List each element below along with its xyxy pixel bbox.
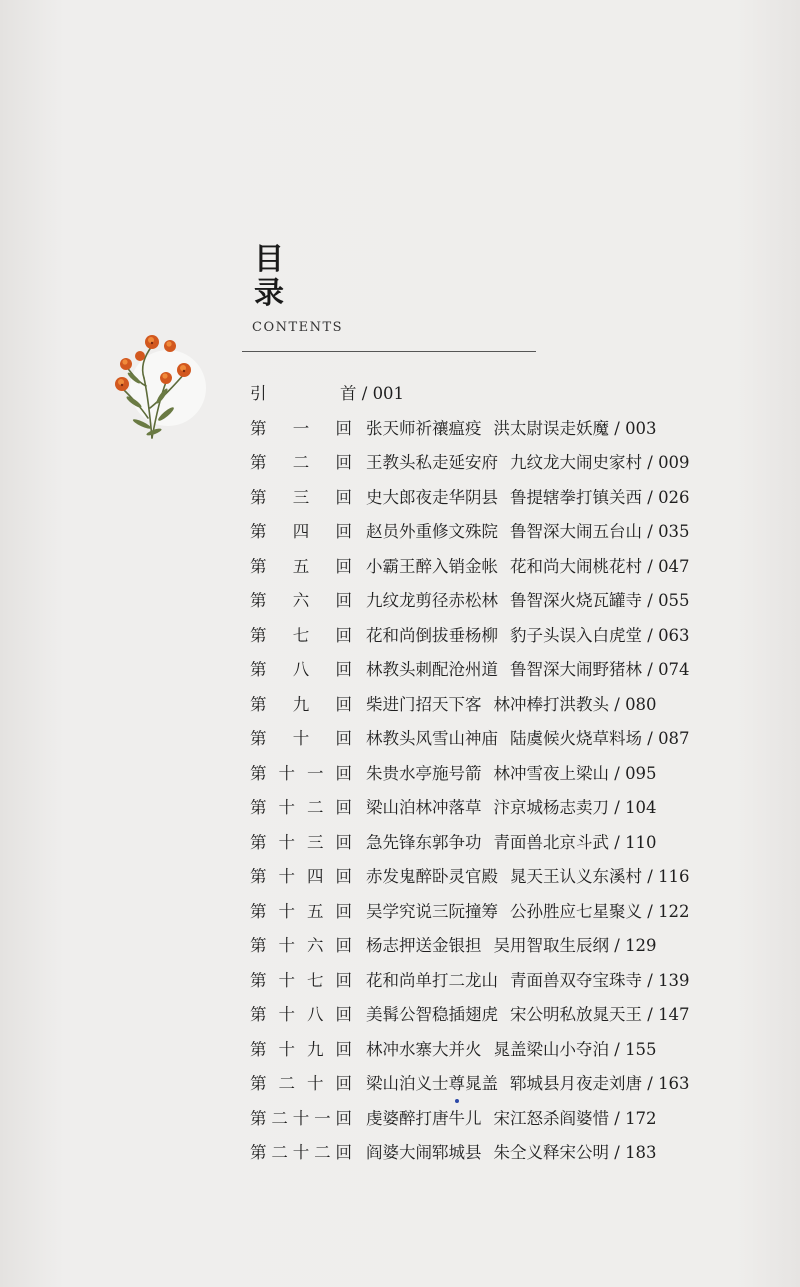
chapter-number: 第八回 xyxy=(250,660,352,679)
chapter-title-second: 宋公明私放晁天王 xyxy=(510,1005,642,1024)
chapter-title-first: 小霸王醉入销金帐 xyxy=(366,556,498,576)
page-separator: / xyxy=(642,453,659,472)
page-number: 009 xyxy=(658,453,690,472)
chapter-title-first: 赤发鬼醉卧灵官殿 xyxy=(366,867,498,886)
chapter-title-first: 史大郎夜走华阴县 xyxy=(366,487,498,507)
chapter-title-second: 晁天王认义东溪村 xyxy=(510,867,642,886)
page-number: 063 xyxy=(658,625,690,645)
chapter-title-first: 阎婆大闹郓城县 xyxy=(366,1143,482,1162)
toc-row[interactable] xyxy=(250,757,770,792)
page-separator: / xyxy=(609,1108,626,1128)
chapter-title-second: 林冲雪夜上梁山 xyxy=(493,763,609,783)
page-separator: / xyxy=(356,384,373,403)
page-number: 183 xyxy=(625,1143,657,1162)
chapter-number: 第三回 xyxy=(250,487,352,507)
page-number: 047 xyxy=(658,556,690,576)
chapter-number: 第十八回 xyxy=(250,1005,352,1024)
toc-row[interactable] xyxy=(250,791,770,826)
page-separator: / xyxy=(642,660,659,679)
toc-row[interactable] xyxy=(250,964,770,999)
toc-row-intro[interactable] xyxy=(250,377,770,412)
chapter-number: 第十二回 xyxy=(250,798,352,817)
page-separator: / xyxy=(642,487,659,507)
page-separator: / xyxy=(609,798,626,817)
page-number: 035 xyxy=(658,522,690,541)
chapter-number: 第十三回 xyxy=(250,832,352,852)
chapter-number: 第七回 xyxy=(250,625,352,645)
chapter-title-first: 急先锋东郭争功 xyxy=(366,832,482,852)
toc-row[interactable] xyxy=(250,929,770,964)
page-number: 074 xyxy=(658,660,690,679)
chapter-number: 第二十一回 xyxy=(250,1108,352,1128)
page-number: 147 xyxy=(658,1005,690,1024)
toc-row[interactable] xyxy=(250,584,770,619)
chapter-title-first: 花和尚单打二龙山 xyxy=(366,970,498,990)
toc-row[interactable] xyxy=(250,412,770,447)
chapter-number: 第十回 xyxy=(250,729,352,748)
page-separator: / xyxy=(642,625,659,645)
chapter-title-first: 杨志押送金银担 xyxy=(366,936,482,955)
chapter-title-first: 林教头风雪山神庙 xyxy=(366,729,498,748)
toc-row[interactable] xyxy=(250,1136,770,1171)
page-number: 163 xyxy=(658,1074,690,1093)
chapter-title-first: 花和尚倒拔垂杨柳 xyxy=(366,625,498,645)
chapter-title-first: 林冲水寨大并火 xyxy=(366,1039,482,1059)
intro-label-b: 首 xyxy=(340,384,357,403)
chapter-number: 第二十回 xyxy=(250,1074,352,1093)
title-char-1: 目 xyxy=(254,242,284,277)
page-separator: / xyxy=(642,591,659,610)
chapter-title-second: 郓城县月夜走刘唐 xyxy=(510,1074,642,1093)
chapter-title-second: 花和尚大闹桃花村 xyxy=(510,556,642,576)
toc-row[interactable] xyxy=(250,481,770,516)
page-number: 139 xyxy=(658,970,690,990)
chapter-number: 第四回 xyxy=(250,522,352,541)
toc-row[interactable] xyxy=(250,653,770,688)
chapter-title-first: 九纹龙剪径赤松林 xyxy=(366,591,498,610)
page-separator: / xyxy=(642,556,659,576)
toc-row[interactable] xyxy=(250,998,770,1033)
chapter-title-second: 豹子头误入白虎堂 xyxy=(510,625,642,645)
page-separator: / xyxy=(609,1039,626,1059)
toc-row[interactable] xyxy=(250,619,770,654)
chapter-title-second: 公孙胜应七星聚义 xyxy=(510,901,642,921)
toc-row[interactable] xyxy=(250,826,770,861)
page-separator: / xyxy=(609,1143,626,1162)
page-number: 129 xyxy=(625,936,657,955)
page-number: 172 xyxy=(625,1108,657,1128)
page-number: 104 xyxy=(625,798,657,817)
toc-row[interactable] xyxy=(250,1033,770,1068)
page-separator: / xyxy=(642,867,659,886)
toc-row[interactable] xyxy=(250,1067,770,1102)
chapter-title-second: 九纹龙大闹史家村 xyxy=(510,453,642,472)
page-separator: / xyxy=(609,694,626,714)
chapter-title-first: 梁山泊林冲落草 xyxy=(366,798,482,817)
page-separator: / xyxy=(642,1005,659,1024)
chapter-title-second: 鲁提辖拳打镇关西 xyxy=(510,487,642,507)
chapter-title-first: 赵员外重修文殊院 xyxy=(366,522,498,541)
chapter-title-second: 洪太尉误走妖魔 xyxy=(493,418,609,438)
page-separator: / xyxy=(609,418,626,438)
toc-row[interactable] xyxy=(250,1102,770,1137)
page-separator: / xyxy=(642,729,659,748)
toc-row[interactable] xyxy=(250,688,770,723)
chapter-title-first: 张天师祈禳瘟疫 xyxy=(366,418,482,438)
page-number: 095 xyxy=(625,763,657,783)
page-number: 003 xyxy=(625,418,657,438)
chapter-title-second: 陆虞候火烧草料场 xyxy=(510,729,642,748)
chapter-title-first: 美髯公智稳插翅虎 xyxy=(366,1005,498,1024)
chapter-number: 第二回 xyxy=(250,453,352,472)
chapter-number: 第二十二回 xyxy=(250,1143,352,1162)
table-of-contents xyxy=(250,377,770,1171)
page-separator: / xyxy=(642,1074,659,1093)
chapter-number: 第十一回 xyxy=(250,763,352,783)
page-number: 055 xyxy=(658,591,690,610)
flower-icon xyxy=(104,326,204,446)
chapter-title-second: 晁盖梁山小夺泊 xyxy=(493,1039,609,1059)
chapter-number: 第十七回 xyxy=(250,970,352,990)
chapter-number: 第六回 xyxy=(250,591,352,610)
ink-dot xyxy=(455,1099,459,1103)
title-divider xyxy=(242,351,536,352)
title-char-2: 录 xyxy=(254,276,284,311)
toc-row[interactable] xyxy=(250,446,770,481)
page-separator: / xyxy=(642,970,659,990)
toc-row[interactable] xyxy=(250,550,770,585)
chapter-number: 第十六回 xyxy=(250,936,352,955)
page-number: 087 xyxy=(658,729,690,748)
chapter-title-second: 吴用智取生辰纲 xyxy=(493,936,609,955)
chapter-title-second: 汴京城杨志卖刀 xyxy=(493,798,609,817)
chapter-number: 第一回 xyxy=(250,418,352,438)
chapter-title-second: 鲁智深大闹野猪林 xyxy=(510,660,642,679)
intro-label-a: 引 xyxy=(250,384,267,403)
chapter-title-second: 青面兽双夺宝珠寺 xyxy=(510,970,642,990)
chapter-title-first: 王教头私走延安府 xyxy=(366,453,498,472)
page-number: 026 xyxy=(658,487,690,507)
chapter-title-second: 朱仝义释宋公明 xyxy=(493,1143,609,1162)
page-number: 116 xyxy=(658,867,690,886)
page-number: 001 xyxy=(372,384,405,403)
toc-row[interactable] xyxy=(250,895,770,930)
chapter-title-second: 林冲棒打洪教头 xyxy=(493,694,609,714)
chapter-title-second: 青面兽北京斗武 xyxy=(493,832,609,852)
chapter-title-second: 鲁智深火烧瓦罐寺 xyxy=(510,591,642,610)
toc-row[interactable] xyxy=(250,722,770,757)
toc-row[interactable] xyxy=(250,515,770,550)
page-number: 080 xyxy=(625,694,657,714)
page-separator: / xyxy=(642,522,659,541)
contents-label: CONTENTS xyxy=(252,320,344,335)
chapter-title-first: 林教头刺配沧州道 xyxy=(366,660,498,679)
chapter-number: 第九回 xyxy=(250,694,352,714)
chapter-title-second: 鲁智深大闹五台山 xyxy=(510,522,642,541)
chapter-title-first: 虔婆醉打唐牛儿 xyxy=(366,1108,482,1128)
chapter-number: 第十五回 xyxy=(250,901,352,921)
page-number: 155 xyxy=(625,1039,657,1059)
chapter-number: 第五回 xyxy=(250,556,352,576)
page-title xyxy=(254,243,294,311)
page-separator: / xyxy=(609,763,626,783)
toc-row[interactable] xyxy=(250,860,770,895)
page-separator: / xyxy=(642,901,659,921)
chapter-number: 第十四回 xyxy=(250,867,352,886)
chapter-title-first: 梁山泊义士尊晁盖 xyxy=(366,1074,498,1093)
chapter-title-first: 朱贵水亭施号箭 xyxy=(366,763,482,783)
page-separator: / xyxy=(609,936,626,955)
chapter-title-first: 柴进门招天下客 xyxy=(366,694,482,714)
chapter-title-first: 吴学究说三阮撞筹 xyxy=(366,901,498,921)
page-number: 110 xyxy=(625,832,657,852)
page-separator: / xyxy=(609,832,626,852)
chapter-number: 第十九回 xyxy=(250,1039,352,1059)
chapter-title-second: 宋江怒杀阎婆惜 xyxy=(493,1108,609,1128)
page-number: 122 xyxy=(658,901,690,921)
